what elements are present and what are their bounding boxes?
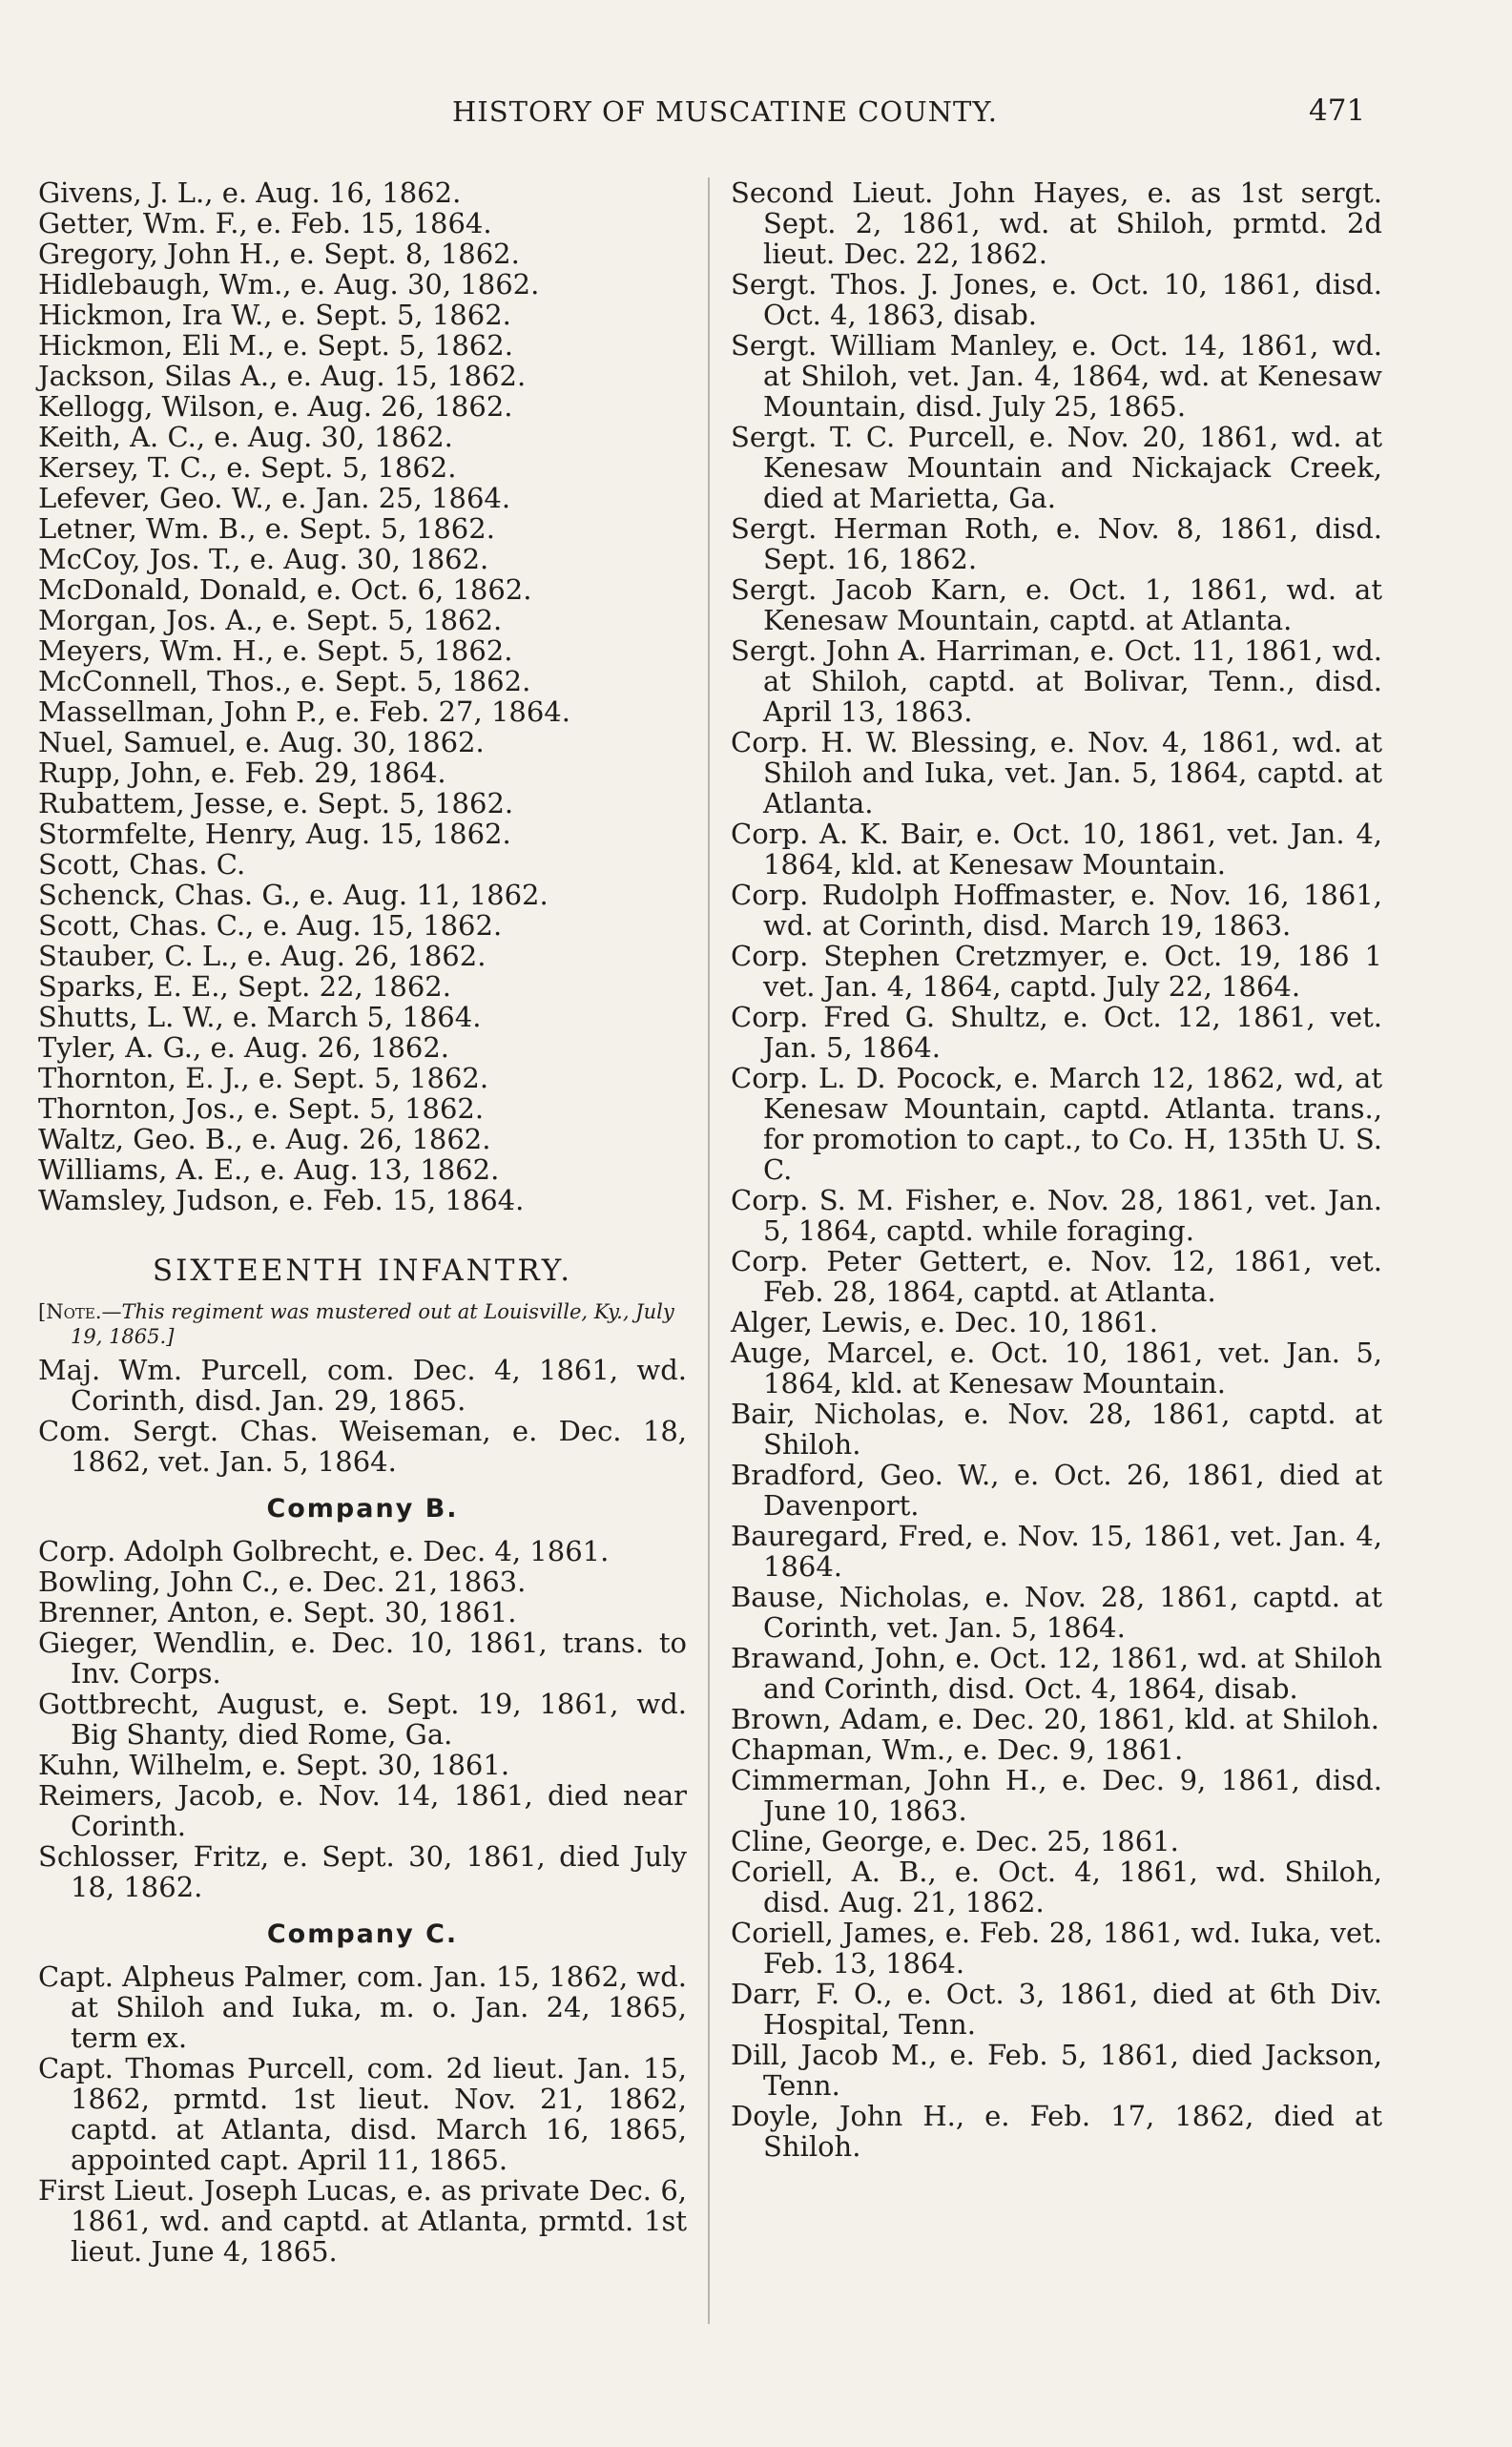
roster-entry: Hidlebaugh, Wm., e. Aug. 30, 1862. <box>38 268 540 301</box>
roster-entry: Shutts, L. W., e. March 5, 1864. <box>38 1001 482 1033</box>
roster-entry: Com. Sergt. Chas. Weiseman, e. Dec. 18, 1862, vet. Jan. 5, 1864. <box>38 1415 687 1478</box>
section-heading: SIXTEENTH INFANTRY. <box>152 1254 573 1288</box>
roster-entry: Bair, Nicholas, e. Nov. 28, 1861, captd. at Shiloh. <box>731 1398 1382 1461</box>
roster-entry: Rupp, John, e. Feb. 29, 1864. <box>38 757 446 789</box>
page-number: 471 <box>1309 93 1366 128</box>
roster-entry: Corp. Adolph Golbrecht, e. Dec. 4, 1861. <box>38 1535 610 1567</box>
roster-entry: Cline, George, e. Dec. 25, 1861. <box>731 1825 1179 1857</box>
roster-entry: Scott, Chas. C., e. Aug. 15, 1862. <box>38 909 503 942</box>
roster-entry: Sergt. Jacob Karn, e. Oct. 1, 1861, wd. at Kenesaw Mountain, captd. at Atlanta. <box>731 573 1382 636</box>
roster-entry: Corp. Stephen Cretzmyer, e. Oct. 19, 186 1 vet. Jan. 4, 1864, captd. July 22, 1864. <box>731 940 1382 1003</box>
roster-entry: Brown, Adam, e. Dec. 20, 1861, kld. at Shiloh. <box>731 1703 1380 1735</box>
roster-entry: McConnell, Thos., e. Sept. 5, 1862. <box>38 665 531 697</box>
roster-entry: Corp. L. D. Pocock, e. March 12, 1862, wd, at Kenesaw Mountain, captd. Atlanta. trans., for promotion to capt., to Co. H, 135th U. S. C. <box>731 1062 1382 1186</box>
company-b-list <box>38 1536 687 1902</box>
roster-entry: Corp. A. K. Bair, e. Oct. 10, 1861, vet. Jan. 4, 1864, kld. at Kenesaw Mountain. <box>731 818 1382 881</box>
roster-entry: Hickmon, Eli M., e. Sept. 5, 1862. <box>38 329 513 362</box>
roster-entry: Corp. Rudolph Hoffmaster, e. Nov. 16, 1861, wd. at Corinth, disd. March 19, 1863. <box>731 879 1382 942</box>
roster-entry: Chapman, Wm., e. Dec. 9, 1861. <box>731 1733 1184 1766</box>
roster-entry: Sergt. Herman Roth, e. Nov. 8, 1861, disd. Sept. 16, 1862. <box>731 512 1382 575</box>
roster-entry: Schenck, Chas. G., e. Aug. 11, 1862. <box>38 879 549 911</box>
roster-entry: Darr, F. O., e. Oct. 3, 1861, died at 6th Div. Hospital, Tenn. <box>731 1978 1382 2041</box>
roster-entry: Wamsley, Judson, e. Feb. 15, 1864. <box>38 1184 525 1216</box>
roster-entry: Schlosser, Fritz, e. Sept. 30, 1861, died July 18, 1862. <box>38 1840 687 1903</box>
roster-entry: Corp. S. M. Fisher, e. Nov. 28, 1861, vet. Jan. 5, 1864, captd. while foraging. <box>731 1184 1382 1247</box>
right-column <box>731 177 1382 2162</box>
roster-entry: Alger, Lewis, e. Dec. 10, 1861. <box>731 1306 1158 1338</box>
roster-entry: Nuel, Samuel, e. Aug. 30, 1862. <box>38 726 485 758</box>
roster-entry: Stormfelte, Henry, Aug. 15, 1862. <box>38 818 511 850</box>
roster-entry: Williams, A. E., e. Aug. 13, 1862. <box>38 1153 500 1186</box>
roster-entry: Corp. Fred G. Shultz, e. Oct. 12, 1861, vet. Jan. 5, 1864. <box>731 1001 1382 1064</box>
roster-entry: Rubattem, Jesse, e. Sept. 5, 1862. <box>38 787 514 819</box>
roster-entry: Waltz, Geo. B., e. Aug. 26, 1862. <box>38 1123 491 1155</box>
roster-entry: First Lieut. Joseph Lucas, e. as private Dec. 6, 1861, wd. and captd. at Atlanta, prmtd. 1st lieut. June 4, 1865. <box>38 2174 687 2268</box>
roster-entry: Kellogg, Wilson, e. Aug. 26, 1862. <box>38 390 513 423</box>
roster-entry: Brenner, Anton, e. Sept. 30, 1861. <box>38 1596 517 1628</box>
roster-list-top <box>38 177 687 1215</box>
roster-entry: Bradford, Geo. W., e. Oct. 26, 1861, died at Davenport. <box>731 1459 1382 1522</box>
staff-list <box>38 1355 687 1477</box>
roster-entry: Stauber, C. L., e. Aug. 26, 1862. <box>38 940 487 972</box>
roster-entry: Auge, Marcel, e. Oct. 10, 1861, vet. Jan. 5, 1864, kld. at Kenesaw Mountain. <box>731 1337 1382 1400</box>
company-c-list <box>38 1961 687 2267</box>
roster-entry: Corp. Peter Gettert, e. Nov. 12, 1861, vet. Feb. 28, 1864, captd. at Atlanta. <box>731 1245 1382 1308</box>
roster-entry: Bause, Nicholas, e. Nov. 28, 1861, captd. at Corinth, vet. Jan. 5, 1864. <box>731 1581 1382 1644</box>
company-b-heading: Company B. <box>266 1494 459 1524</box>
roster-entry: Letner, Wm. B., e. Sept. 5, 1862. <box>38 512 495 545</box>
company-c-heading: Company C. <box>266 1919 459 1949</box>
roster-entry: Capt. Alpheus Palmer, com. Jan. 15, 1862, wd. at Shiloh and Iuka, m. o. Jan. 24, 1865, term ex. <box>38 1960 687 2054</box>
column-divider <box>708 177 710 2324</box>
roster-entry: McDonald, Donald, e. Oct. 6, 1862. <box>38 573 532 606</box>
roster-entry: Givens, J. L., e. Aug. 16, 1862. <box>38 176 462 209</box>
running-header: HISTORY OF MUSCATINE COUNTY. <box>451 95 998 128</box>
roster-entry: Maj. Wm. Purcell, com. Dec. 4, 1861, wd. Corinth, disd. Jan. 29, 1865. <box>38 1354 687 1417</box>
roster-entry: Thornton, Jos., e. Sept. 5, 1862. <box>38 1092 485 1125</box>
roster-entry: Sergt. John A. Harriman, e. Oct. 11, 1861, wd. at Shiloh, captd. at Bolivar, Tenn., disd. April 13, 1863. <box>731 634 1382 728</box>
roster-entry: Sergt. William Manley, e. Oct. 14, 1861, wd. at Shiloh, vet. Jan. 4, 1864, wd. at Kenesaw Mountain, disd. July 25, 1865. <box>731 329 1382 423</box>
roster-entry: Hickmon, Ira W., e. Sept. 5, 1862. <box>38 299 511 331</box>
roster-entry: Coriell, A. B., e. Oct. 4, 1861, wd. Shiloh, disd. Aug. 21, 1862. <box>731 1856 1382 1918</box>
regiment-note <box>38 1299 687 1349</box>
roster-entry: Getter, Wm. F., e. Feb. 15, 1864. <box>38 207 492 239</box>
roster-entry: Second Lieut. John Hayes, e. as 1st sergt. Sept. 2, 1861, wd. at Shiloh, prmtd. 2d lieut. Dec. 22, 1862. <box>731 176 1382 270</box>
roster-entry: Capt. Thomas Purcell, com. 2d lieut. Jan. 15, 1862, prmtd. 1st lieut. Nov. 21, 1862, captd. at Atlanta, disd. March 16, 1865, appointed capt. April 11, 1865. <box>38 2052 687 2176</box>
roster-entry: Sergt. Thos. J. Jones, e. Oct. 10, 1861, disd. Oct. 4, 1863, disab. <box>731 268 1382 331</box>
roster-entry: Morgan, Jos. A., e. Sept. 5, 1862. <box>38 604 503 636</box>
roster-list-right <box>731 177 1382 2162</box>
roster-entry: Meyers, Wm. H., e. Sept. 5, 1862. <box>38 634 513 667</box>
roster-entry: Lefever, Geo. W., e. Jan. 25, 1864. <box>38 482 511 514</box>
roster-entry: Doyle, John H., e. Feb. 17, 1862, died at Shiloh. <box>731 2100 1382 2163</box>
roster-entry: Dill, Jacob M., e. Feb. 5, 1861, died Jackson, Tenn. <box>731 2039 1382 2102</box>
roster-entry: Tyler, A. G., e. Aug. 26, 1862. <box>38 1031 450 1064</box>
roster-entry: Reimers, Jacob, e. Nov. 14, 1861, died near Corinth. <box>38 1779 687 1842</box>
roster-entry: Jackson, Silas A., e. Aug. 15, 1862. <box>38 360 527 392</box>
roster-entry: McCoy, Jos. T., e. Aug. 30, 1862. <box>38 543 489 575</box>
roster-entry: Corp. H. W. Blessing, e. Nov. 4, 1861, wd. at Shiloh and Iuka, vet. Jan. 5, 1864, captd. at Atlanta. <box>731 726 1382 819</box>
roster-entry: Gottbrecht, August, e. Sept. 19, 1861, wd. Big Shanty, died Rome, Ga. <box>38 1688 687 1751</box>
roster-entry: Bauregard, Fred, e. Nov. 15, 1861, vet. Jan. 4, 1864. <box>731 1520 1382 1583</box>
roster-entry: Sparks, E. E., Sept. 22, 1862. <box>38 970 451 1003</box>
roster-entry: Massellman, John P., e. Feb. 27, 1864. <box>38 695 570 728</box>
roster-entry: Gieger, Wendlin, e. Dec. 10, 1861, trans. to Inv. Corps. <box>38 1627 687 1690</box>
roster-entry: Coriell, James, e. Feb. 28, 1861, wd. Iuka, vet. Feb. 13, 1864. <box>731 1917 1382 1980</box>
roster-entry: Scott, Chas. C. <box>38 848 246 881</box>
note-body: This regiment was mustered out at Louisville, Ky., July 19, 1865.] <box>71 1300 674 1348</box>
roster-entry: Brawand, John, e. Oct. 12, 1861, wd. at Shiloh and Corinth, disd. Oct. 4, 1864, disab. <box>731 1642 1382 1705</box>
roster-entry: Thornton, E. J., e. Sept. 5, 1862. <box>38 1062 489 1094</box>
roster-entry: Sergt. T. C. Purcell, e. Nov. 20, 1861, wd. at Kenesaw Mountain and Nickajack Creek, died at Marietta, Ga. <box>731 421 1382 514</box>
left-column <box>38 177 687 2267</box>
roster-entry: Keith, A. C., e. Aug. 30, 1862. <box>38 421 453 453</box>
roster-entry: Cimmerman, John H., e. Dec. 9, 1861, disd. June 10, 1863. <box>731 1764 1382 1827</box>
roster-entry: Gregory, John H., e. Sept. 8, 1862. <box>38 238 520 270</box>
roster-entry: Kersey, T. C., e. Sept. 5, 1862. <box>38 451 457 484</box>
roster-entry: Bowling, John C., e. Dec. 21, 1863. <box>38 1566 527 1598</box>
roster-entry: Kuhn, Wilhelm, e. Sept. 30, 1861. <box>38 1749 510 1781</box>
note-label: [Note.— <box>38 1300 122 1323</box>
